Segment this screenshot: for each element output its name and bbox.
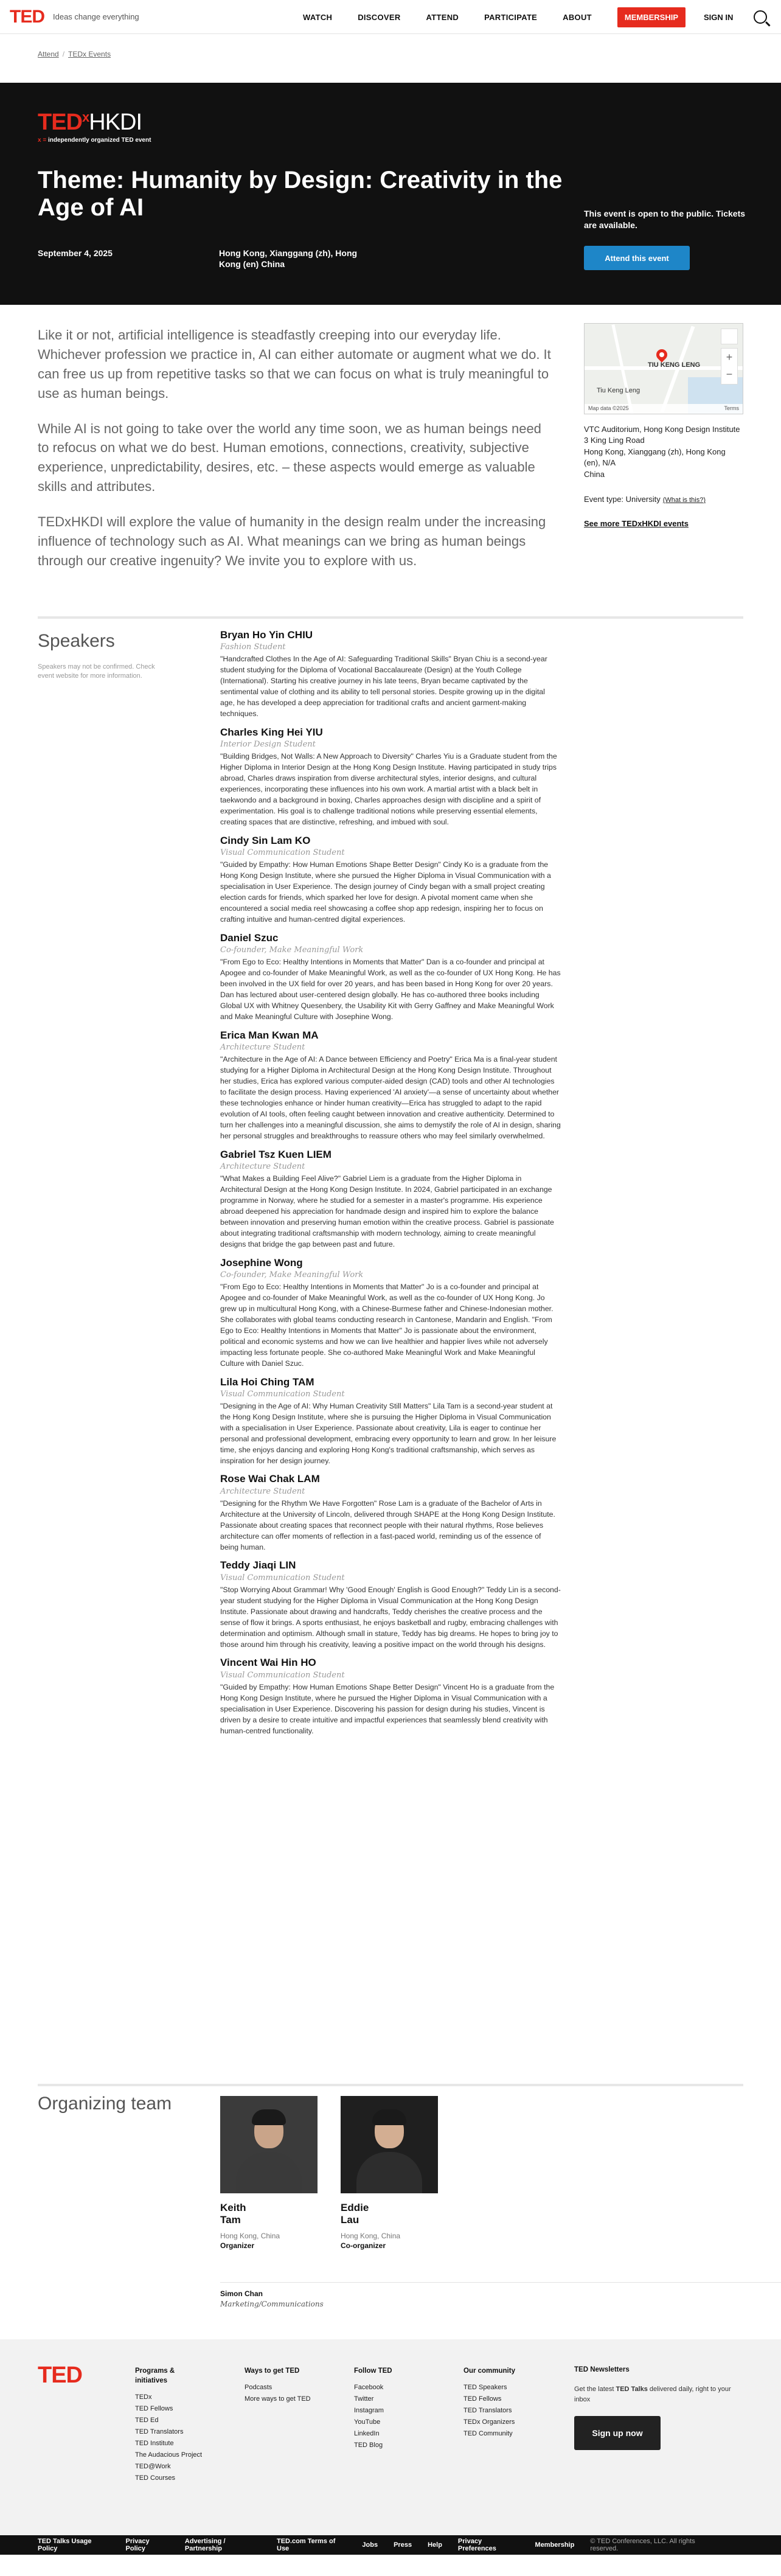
footer: [0, 2339, 781, 2535]
footer-bottom-link[interactable]: Jobs: [362, 2541, 378, 2549]
footer-column-heading: Our community: [463, 2367, 515, 2375]
speaker-name: Charles King Hei YIU: [220, 726, 323, 738]
intro-paragraph: TEDxHKDI will explore the value of humanity in the design realm under the increasing influence of technology such as AI. What meanings can we bring as human beings through our creative ingenuity? We invite you to explore with us.: [38, 514, 546, 568]
organizer-location: Hong Kong, China: [220, 2231, 280, 2240]
speaker-name: Rose Wai Chak LAM: [220, 1473, 320, 1485]
speaker-role: Visual Communication Student: [220, 848, 345, 858]
team-member-role: Marketing/Communications: [220, 2300, 324, 2308]
speaker-name: Teddy Jiaqi LIN: [220, 1559, 296, 1572]
footer-link[interactable]: More ways to get TED: [245, 2395, 311, 2403]
footer-link[interactable]: TED Fellows: [135, 2405, 173, 2413]
footer-link[interactable]: TED Community: [463, 2429, 513, 2437]
footer-link[interactable]: Podcasts: [245, 2384, 272, 2392]
speaker-role: Architecture Student: [220, 1161, 305, 1171]
nav-watch[interactable]: WATCH: [303, 12, 333, 22]
speaker-name: Daniel Szuc: [220, 931, 279, 944]
footer-link[interactable]: TED Speakers: [463, 2384, 507, 2392]
nav-links: [303, 0, 767, 34]
footer-link[interactable]: TED Fellows: [463, 2395, 502, 2403]
intro-paragraph: Like it or not, artificial intelligence is steadfastly creeping into our everyday life. Whichever profession we practice in, AI can either automate or augment what we do. It can free us up from repetitive tasks so that we can focus on what is truly meaningful to use as human beings.: [38, 327, 551, 401]
speaker-bio: "From Ego to Eco: Healthy Intentions in Moments that Matter" Jo is a co-founder and principal at Apogee and co-founder of Make Meaningful Work, as well as the co-founder of UX Hong Kong. Jo grew up in multicultural Hong Kong, with a Chinese-Burmese father and Chinese-Indonesian mother. She collaborates with global teams conducting research in Cantonese, Mandarin and English. "From Ego to Eco: Healthy Intentions in Moments that Matter" Jo is passionate about the environment, political and economic systems and how we can live healthier and happier lives while not adversely impacting less fortunate people. She co-authored Make Meaningful Work and Make Meaningful Culture with Daniel Szuc.: [220, 1282, 554, 1368]
speaker-bio: "Guided by Empathy: How Human Emotions Shape Better Design" Cindy Ko is a graduate from the Hong Kong Design Institute, where she pursued the Higher Diploma in Visual Communication with a specialisation in User Experience. The design journey of Cindy began with a small project creating election cards for friends, which sparked her love for design. A pivotal moment came when she encountered a social media reel showcasing a coffee shop app redesign, inspiring her to focus on crafting intuitive and human-centred digital experiences.: [220, 860, 551, 924]
organizer-photo: [220, 2096, 318, 2193]
event-date: September 4, 2025: [38, 248, 113, 258]
map-label: TIU KENG LENG: [648, 361, 701, 369]
venue-address: [584, 424, 743, 480]
venue-line: China: [584, 469, 605, 479]
footer-column-heading: Follow TED: [354, 2367, 392, 2375]
page-title: Theme: Humanity by Design: Creativity in the Age of AI: [38, 167, 563, 221]
event-hero: [0, 83, 781, 305]
footer-link[interactable]: TEDx Organizers: [463, 2418, 515, 2426]
search-icon[interactable]: [754, 10, 767, 24]
signin-link[interactable]: SIGN IN: [704, 12, 734, 22]
tedx-hkdi-logo: [38, 110, 151, 144]
speaker-name: Cindy Sin Lam KO: [220, 834, 311, 846]
intro-text: [38, 325, 555, 587]
speaker-bio: "Designing for the Rhythm We Have Forgotten" Rose Lam is a graduate of the Bachelor of Arts in Architecture at the University of Lincoln, delivered through SHAPE at the Hong Kong Design Institute. Passionate about creating spaces that reconnect people with their natural rhythms, Rose believes architecture can offer moments of reflection in a fast-paced world, reminding us of the essence of being human.: [220, 1499, 555, 1551]
organizer-name: Keith Tam: [220, 2202, 246, 2226]
footer-link[interactable]: TED Translators: [135, 2428, 184, 2435]
footer-link[interactable]: LinkedIn: [354, 2429, 380, 2437]
see-more-events-link[interactable]: See more TEDxHKDI events: [584, 519, 689, 528]
event-intro: [0, 305, 781, 616]
speaker-bio: "Building Bridges, Not Walls: A New Approach to Diversity" Charles Yiu is a Graduate student from the Higher Diploma in Interior Design at the Hong Kong Design Institute. Having participated in study trips abroad, Charles draws inspiration from diverse architectural styles, interior designs, and cultural experiences, incorporating these influences into his own work. A martial artist with a black belt in taekwondo and a background in boxing, Charles approaches design with discipline and a spirit of experimentation. His goal is to challenge traditional notions while preserving essential elements, creating spaces that are distinctive, refreshing, and imbued with soul.: [220, 752, 557, 826]
speaker-name: Vincent Wai Hin HO: [220, 1657, 316, 1669]
event-open-text: This event is open to the public. Tickets are available.: [584, 209, 746, 230]
footer-link[interactable]: TED Blog: [354, 2441, 383, 2449]
footer-link[interactable]: TED Institute: [135, 2439, 174, 2447]
breadcrumb-tedx-events[interactable]: TEDx Events: [68, 50, 111, 58]
speaker-bio: "What Makes a Building Feel Alive?" Gabriel Liem is a graduate from the Higher Diploma in Architectural Design at the Hong Kong Design Institute. In 2024, Gabriel participated in an exchange programme in Norway, where he studied for a semester in a master's programme. His experience abroad deepened his appreciation for handmade design and inspired him to explore the balance between innovation and preserving human emotion within the creative process. Gabriel is passionate about integrating traditional craftsmanship with modern technology, aiming to create meaningful designs that bridge the gap between past and future.: [220, 1174, 554, 1248]
footer-link[interactable]: Twitter: [354, 2395, 374, 2403]
footer-link[interactable]: TEDx: [135, 2393, 152, 2401]
logo-hkdi: HKDI: [89, 110, 142, 135]
venue-line: VTC Auditorium, Hong Kong Design Institute: [584, 425, 740, 434]
footer-bottom-link[interactable]: Privacy Policy: [125, 2538, 150, 2552]
speaker-role: Fashion Student: [220, 642, 286, 652]
speaker-list: [220, 628, 561, 1742]
footer-link[interactable]: TED Translators: [463, 2406, 512, 2414]
footer-column-ways: [245, 2366, 342, 2405]
organizer-role: Organizer: [220, 2241, 255, 2250]
footer-bottom-bar: [0, 2535, 781, 2555]
breadcrumb-attend[interactable]: Attend: [38, 50, 59, 58]
speaker-item: [220, 1256, 561, 1370]
footer-link[interactable]: Facebook: [354, 2384, 384, 2392]
what-is-this-link[interactable]: (What is this?): [662, 496, 706, 504]
footer-bottom-link[interactable]: Membership: [535, 2541, 575, 2549]
footer-bottom-link[interactable]: TED.com Terms of Use: [277, 2538, 336, 2552]
ted-logo[interactable]: TED: [10, 6, 44, 27]
organizing-team-heading: Organizing team: [38, 2094, 172, 2114]
speaker-role: Visual Communication Student: [220, 1389, 345, 1399]
map-data-credit: Map data ©2025: [588, 405, 629, 411]
organizer-role: Co-organizer: [341, 2241, 386, 2250]
venue-map[interactable]: [584, 323, 743, 414]
newsletter-desc-post: delivered daily, right to your inbox: [574, 2386, 731, 2403]
map-fullscreen-icon[interactable]: [721, 329, 738, 344]
event-type: [584, 495, 706, 504]
speakers-note: Speakers may not be confirmed. Check event website for more information.: [38, 663, 155, 680]
logo-x: x: [82, 110, 89, 125]
footer-bottom-link[interactable]: Help: [428, 2541, 442, 2549]
top-nav: [0, 0, 781, 34]
venue-line: Hong Kong, Xianggang (zh), Hong Kong (en), N/A: [584, 447, 726, 468]
map-pin-icon[interactable]: [654, 347, 669, 362]
speaker-role: Visual Communication Student: [220, 1670, 345, 1680]
speaker-item: [220, 726, 561, 828]
speaker-bio: "Architecture in the Age of AI: A Dance between Efficiency and Poetry" Erica Ma is a final-year student studying for a Higher Diploma in Architectural Design at the Hong Kong Design Institute. Throughout her studies, Erica has explored various computer-aided design (CAD) tools and other AI technologies to facilitate the design process. Having experienced 'AI anxiety'—a sense of uncertainty about whether these technologies enhance or hinder human creativity—Erica has struggled to adapt to the rapid evolution of AI tools, often feeling caught between innovation and creative authenticity. Determined to turn her challenges into a meaningful discussion, she aims to demystify the role of AI in design, sharing her personal struggles and breakthroughs to reassure others who may feel similarly overwhelmed.: [220, 1055, 561, 1140]
speaker-role: Interior Design Student: [220, 740, 316, 750]
organizer-card: [341, 2096, 438, 2250]
footer-link[interactable]: TED@Work: [135, 2462, 171, 2470]
footer-ted-logo[interactable]: TED: [38, 2362, 82, 2388]
logo-ted: TED: [38, 110, 82, 135]
speaker-item: [220, 834, 561, 925]
speaker-item: [220, 1559, 561, 1650]
team-member-name: Simon Chan: [220, 2289, 263, 2298]
map-zoom-controls[interactable]: + −: [721, 348, 738, 385]
footer-column-heading: Programs & initiatives: [135, 2367, 175, 2385]
nav-about[interactable]: ABOUT: [563, 12, 592, 22]
divider: [220, 2282, 781, 2283]
speaker-name: Erica Man Kwan MA: [220, 1029, 319, 1041]
map-attribution: [585, 404, 743, 414]
footer-bottom-link[interactable]: Privacy Preferences: [457, 2538, 496, 2552]
speaker-bio: "From Ego to Eco: Healthy Intentions in Moments that Matter" Dan is a co-founder and principal at Apogee and co-founder of Make Meaningful Work, as well as the co-founder of UX Hong Kong. He has been involved in the UX field for over 20 years, and has been based in Hong Kong for over 20 years. Dan has lectured about user-centered design globally. He has co-authored three books including Global UX with Whitney Quesenbery, the Usability Kit with Gerry Gaffney and Make Meaningful Work and Make Meaningful Culture with Josephine Wong.: [220, 958, 561, 1021]
footer-column-programs: [135, 2366, 208, 2484]
footer-link[interactable]: TED Ed: [135, 2417, 159, 2424]
speaker-bio: "Guided by Empathy: How Human Emotions Shape Better Design" Vincent Ho is a graduate from the Hong Kong Design Institute, where he pursued the Higher Diploma in Visual Communication with a specialisation in User Experience. Discovering his passion for design during his studies, Vincent is driven by a desire to create intuitive and impactful experiences that seamlessly blend creativity with human-centred functionality.: [220, 1682, 555, 1735]
logo-sub-x: x =: [38, 137, 47, 144]
footer-column-community: [463, 2366, 555, 2440]
speaker-item: [220, 1472, 561, 1553]
speaker-role: Visual Communication Student: [220, 1573, 345, 1582]
membership-button[interactable]: MEMBERSHIP: [617, 7, 686, 27]
organizer-card: [220, 2096, 318, 2250]
speaker-bio: "Handcrafted Clothes In the Age of AI: Safeguarding Traditional Skills" Bryan Chiu is a second-year student studying for the Diploma of Vocational Baccalaureate (Design) at the Youth College (International). Starting his creative journey in his late teens, Bryan became captivated by the sentimental value of clothing and its ability to tell personal stories. Despite growing up in the digital age, he has developed a deep appreciation for traditional crafts and ancient garment-making techniques.: [220, 655, 547, 719]
speaker-role: Co-founder, Make Meaningful Work: [220, 945, 364, 955]
speaker-item: [220, 1376, 561, 1467]
organizing-team-section: [38, 2084, 743, 2339]
speakers-heading: Speakers: [38, 631, 115, 651]
newsletter-desc-pre: Get the latest: [574, 2386, 616, 2393]
footer-link[interactable]: YouTube: [354, 2418, 381, 2426]
team-member: [220, 2289, 324, 2308]
footer-newsletter: [574, 2366, 745, 2438]
speaker-item: [220, 1029, 561, 1142]
intro-paragraph: While AI is not going to take over the world any time soon, we as human beings need to refocus on what we do best. Human emotions, connections, creativity, subjective experience, unpredictability, desires, etc. – these aspects would emerge as valuable skills and attributes.: [38, 420, 541, 495]
newsletter-heading: TED Newsletters: [574, 2366, 630, 2373]
photo-body: [236, 2152, 302, 2193]
speakers-section: [38, 616, 743, 2084]
newsletter-desc-bold: TED Talks: [616, 2386, 648, 2393]
nav-discover[interactable]: DISCOVER: [358, 12, 401, 22]
breadcrumb-separator: /: [62, 50, 65, 58]
speaker-name: Bryan Ho Yin CHIU: [220, 629, 313, 641]
speaker-item: [220, 628, 561, 720]
footer-link[interactable]: The Audacious Project: [135, 2451, 203, 2459]
speaker-role: Co-founder, Make Meaningful Work: [220, 1270, 364, 1279]
speaker-name: Lila Hoi Ching TAM: [220, 1376, 314, 1388]
footer-column-heading: Ways to get TED: [245, 2367, 300, 2375]
footer-bottom-link[interactable]: TED Talks Usage Policy: [38, 2538, 92, 2552]
copyright: © TED Conferences, LLC. All rights reserved.: [590, 2538, 695, 2552]
nav-participate[interactable]: PARTICIPATE: [484, 12, 538, 22]
speaker-bio: "Stop Worrying About Grammar! Why 'Good Enough' English is Good Enough?" Teddy Lin is a second-year student studying for the Higher Diploma in Visual Communication at the Hong Kong Design Institute. Passionate about drawing and handcrafts, Teddy cherishes the creative process and the sense of flow it brings. A sports enthusiast, he enjoys basketball and rugby, embracing challenges with determination and optimism. Although small in stature, Teddy has big dreams. He hopes to bring joy to those around him through his creativity, leaving a positive impact on the world through his designs.: [220, 1585, 561, 1649]
signup-button[interactable]: Sign up now: [574, 2416, 661, 2450]
map-terms-link[interactable]: Terms: [724, 405, 739, 411]
organizer-photo: [341, 2096, 438, 2193]
venue-line: 3 King Ling Road: [584, 436, 645, 445]
speaker-item: [220, 931, 561, 1023]
photo-body: [356, 2152, 422, 2193]
speaker-bio: "Designing in the Age of AI: Why Human Creativity Still Matters" Lila Tam is a second-year student at the Hong Kong Design Institute, where she is pursuing the Higher Diploma in Visual Communication with a specialisation in User Experience. Passionate about creativity, Lila is eager to continue her personal and professional development, embracing every opportunity to learn and grow. In her leisure time, she enjoys dancing and exploring Hong Kong's traditional craftsmanship, which serves as inspiration for her design journey.: [220, 1401, 557, 1465]
breadcrumb: [0, 34, 781, 83]
attend-event-button[interactable]: Attend this event: [584, 246, 690, 270]
logo-sub-text: independently organized TED event: [47, 137, 151, 144]
map-label-secondary: Tiu Keng Leng: [597, 387, 640, 394]
speaker-item: [220, 1148, 561, 1250]
organizer-location: Hong Kong, China: [341, 2231, 401, 2240]
speaker-name: Josephine Wong: [220, 1256, 303, 1269]
footer-link[interactable]: Instagram: [354, 2406, 384, 2414]
nav-attend[interactable]: ATTEND: [426, 12, 459, 22]
footer-bottom-link[interactable]: Advertising / Partnership: [184, 2538, 226, 2552]
speaker-role: Architecture Student: [220, 1043, 305, 1053]
newsletter-description: [574, 2384, 745, 2404]
photo-hair: [252, 2109, 286, 2125]
footer-column-follow: [354, 2366, 439, 2451]
footer-link[interactable]: TED Courses: [135, 2474, 176, 2482]
speaker-name: Gabriel Tsz Kuen LIEM: [220, 1148, 331, 1160]
tagline: Ideas change everything: [53, 12, 139, 21]
event-type-text: Event type: University: [584, 495, 661, 504]
speaker-item: [220, 1656, 561, 1736]
footer-bottom-link[interactable]: Press: [394, 2541, 412, 2549]
event-location: Hong Kong, Xianggang (zh), Hong Kong (en) China: [219, 248, 358, 269]
photo-hair: [372, 2109, 406, 2125]
speaker-role: Architecture Student: [220, 1486, 305, 1496]
organizer-name: Eddie Lau: [341, 2202, 369, 2226]
